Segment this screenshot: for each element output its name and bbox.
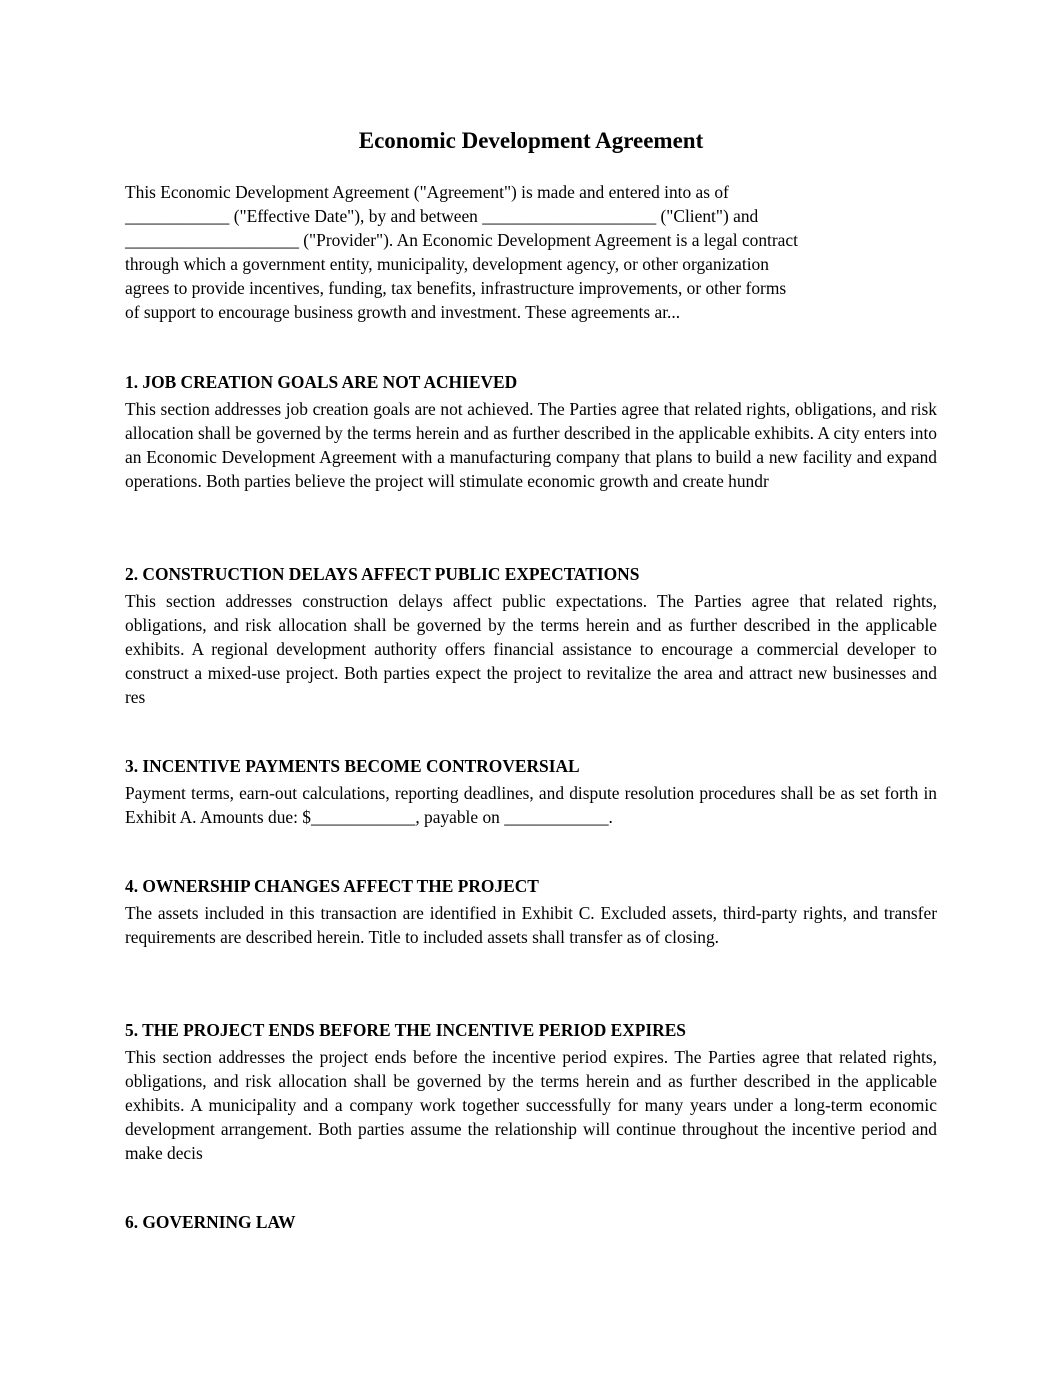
section-heading: 3. INCENTIVE PAYMENTS BECOME CONTROVERSIAL — [125, 756, 580, 776]
section-text: This section addresses job creation goals are not achieved. The Parties agree that related rights, obligations, and risk allocation shall be governed by the terms herein and as further described in the applicable exhibits. A city enters into an Economic Development Agreement with a manufacturing company that plans to build a new facility and expand operations. Both parties believe the project will stimulate economic growth and create hundr — [125, 399, 937, 491]
section-heading: 6. GOVERNING LAW — [125, 1212, 296, 1232]
section-heading: 1. JOB CREATION GOALS ARE NOT ACHIEVED — [125, 372, 518, 392]
intro-line: agrees to provide incentives, funding, tax benefits, infrastructure improvements, or other forms — [125, 278, 787, 298]
section-text: This section addresses the project ends before the incentive period expires. The Parties agree that related rights, obligations, and risk allocation shall be governed by the terms herein and as further described in the applicable exhibits. A municipality and a company work together successfully for many years under a long-term economic development arrangement. Both parties assume the relationship will continue throughout the incentive period and make decis — [125, 1047, 937, 1163]
section-heading: 5. THE PROJECT ENDS BEFORE THE INCENTIVE PERIOD EXPIRES — [125, 1020, 686, 1040]
document-title: Economic Development Agreement — [358, 128, 704, 153]
section-heading: 4. OWNERSHIP CHANGES AFFECT THE PROJECT — [125, 876, 539, 896]
section-text: Payment terms, earn-out calculations, reporting deadlines, and dispute resolution procedures shall be as set forth in Exhibit A. Amounts due: $____________, payable on ____________. — [125, 783, 937, 827]
section-heading: 2. CONSTRUCTION DELAYS AFFECT PUBLIC EXPECTATIONS — [125, 564, 640, 584]
intro-line: ____________________ ("Provider"). An Economic Development Agreement is a legal contract — [125, 230, 798, 250]
intro-line: This Economic Development Agreement ("Agreement") is made and entered into as of — [125, 182, 729, 202]
section-text: This section addresses construction delays affect public expectations. The Parties agree that related rights, obligations, and risk allocation shall be governed by the terms herein and as further described in the applicable exhibits. A regional development authority offers financial assistance to encourage a commercial developer to construct a mixed-use project. Both parties expect the project to revitalize the area and attract new businesses and res — [125, 591, 937, 707]
intro-line: of support to encourage business growth and investment. These agreements ar... — [125, 302, 681, 322]
intro-paragraph — [125, 180, 937, 324]
section-text: The assets included in this transaction are identified in Exhibit C. Excluded assets, third-party rights, and transfer requirements are described herein. Title to included assets shall transfer as of closing. — [125, 903, 937, 947]
intro-line: through which a government entity, municipality, development agency, or other organization — [125, 254, 769, 274]
intro-line: ____________ ("Effective Date"), by and between ____________________ ("Client") and — [125, 206, 759, 226]
